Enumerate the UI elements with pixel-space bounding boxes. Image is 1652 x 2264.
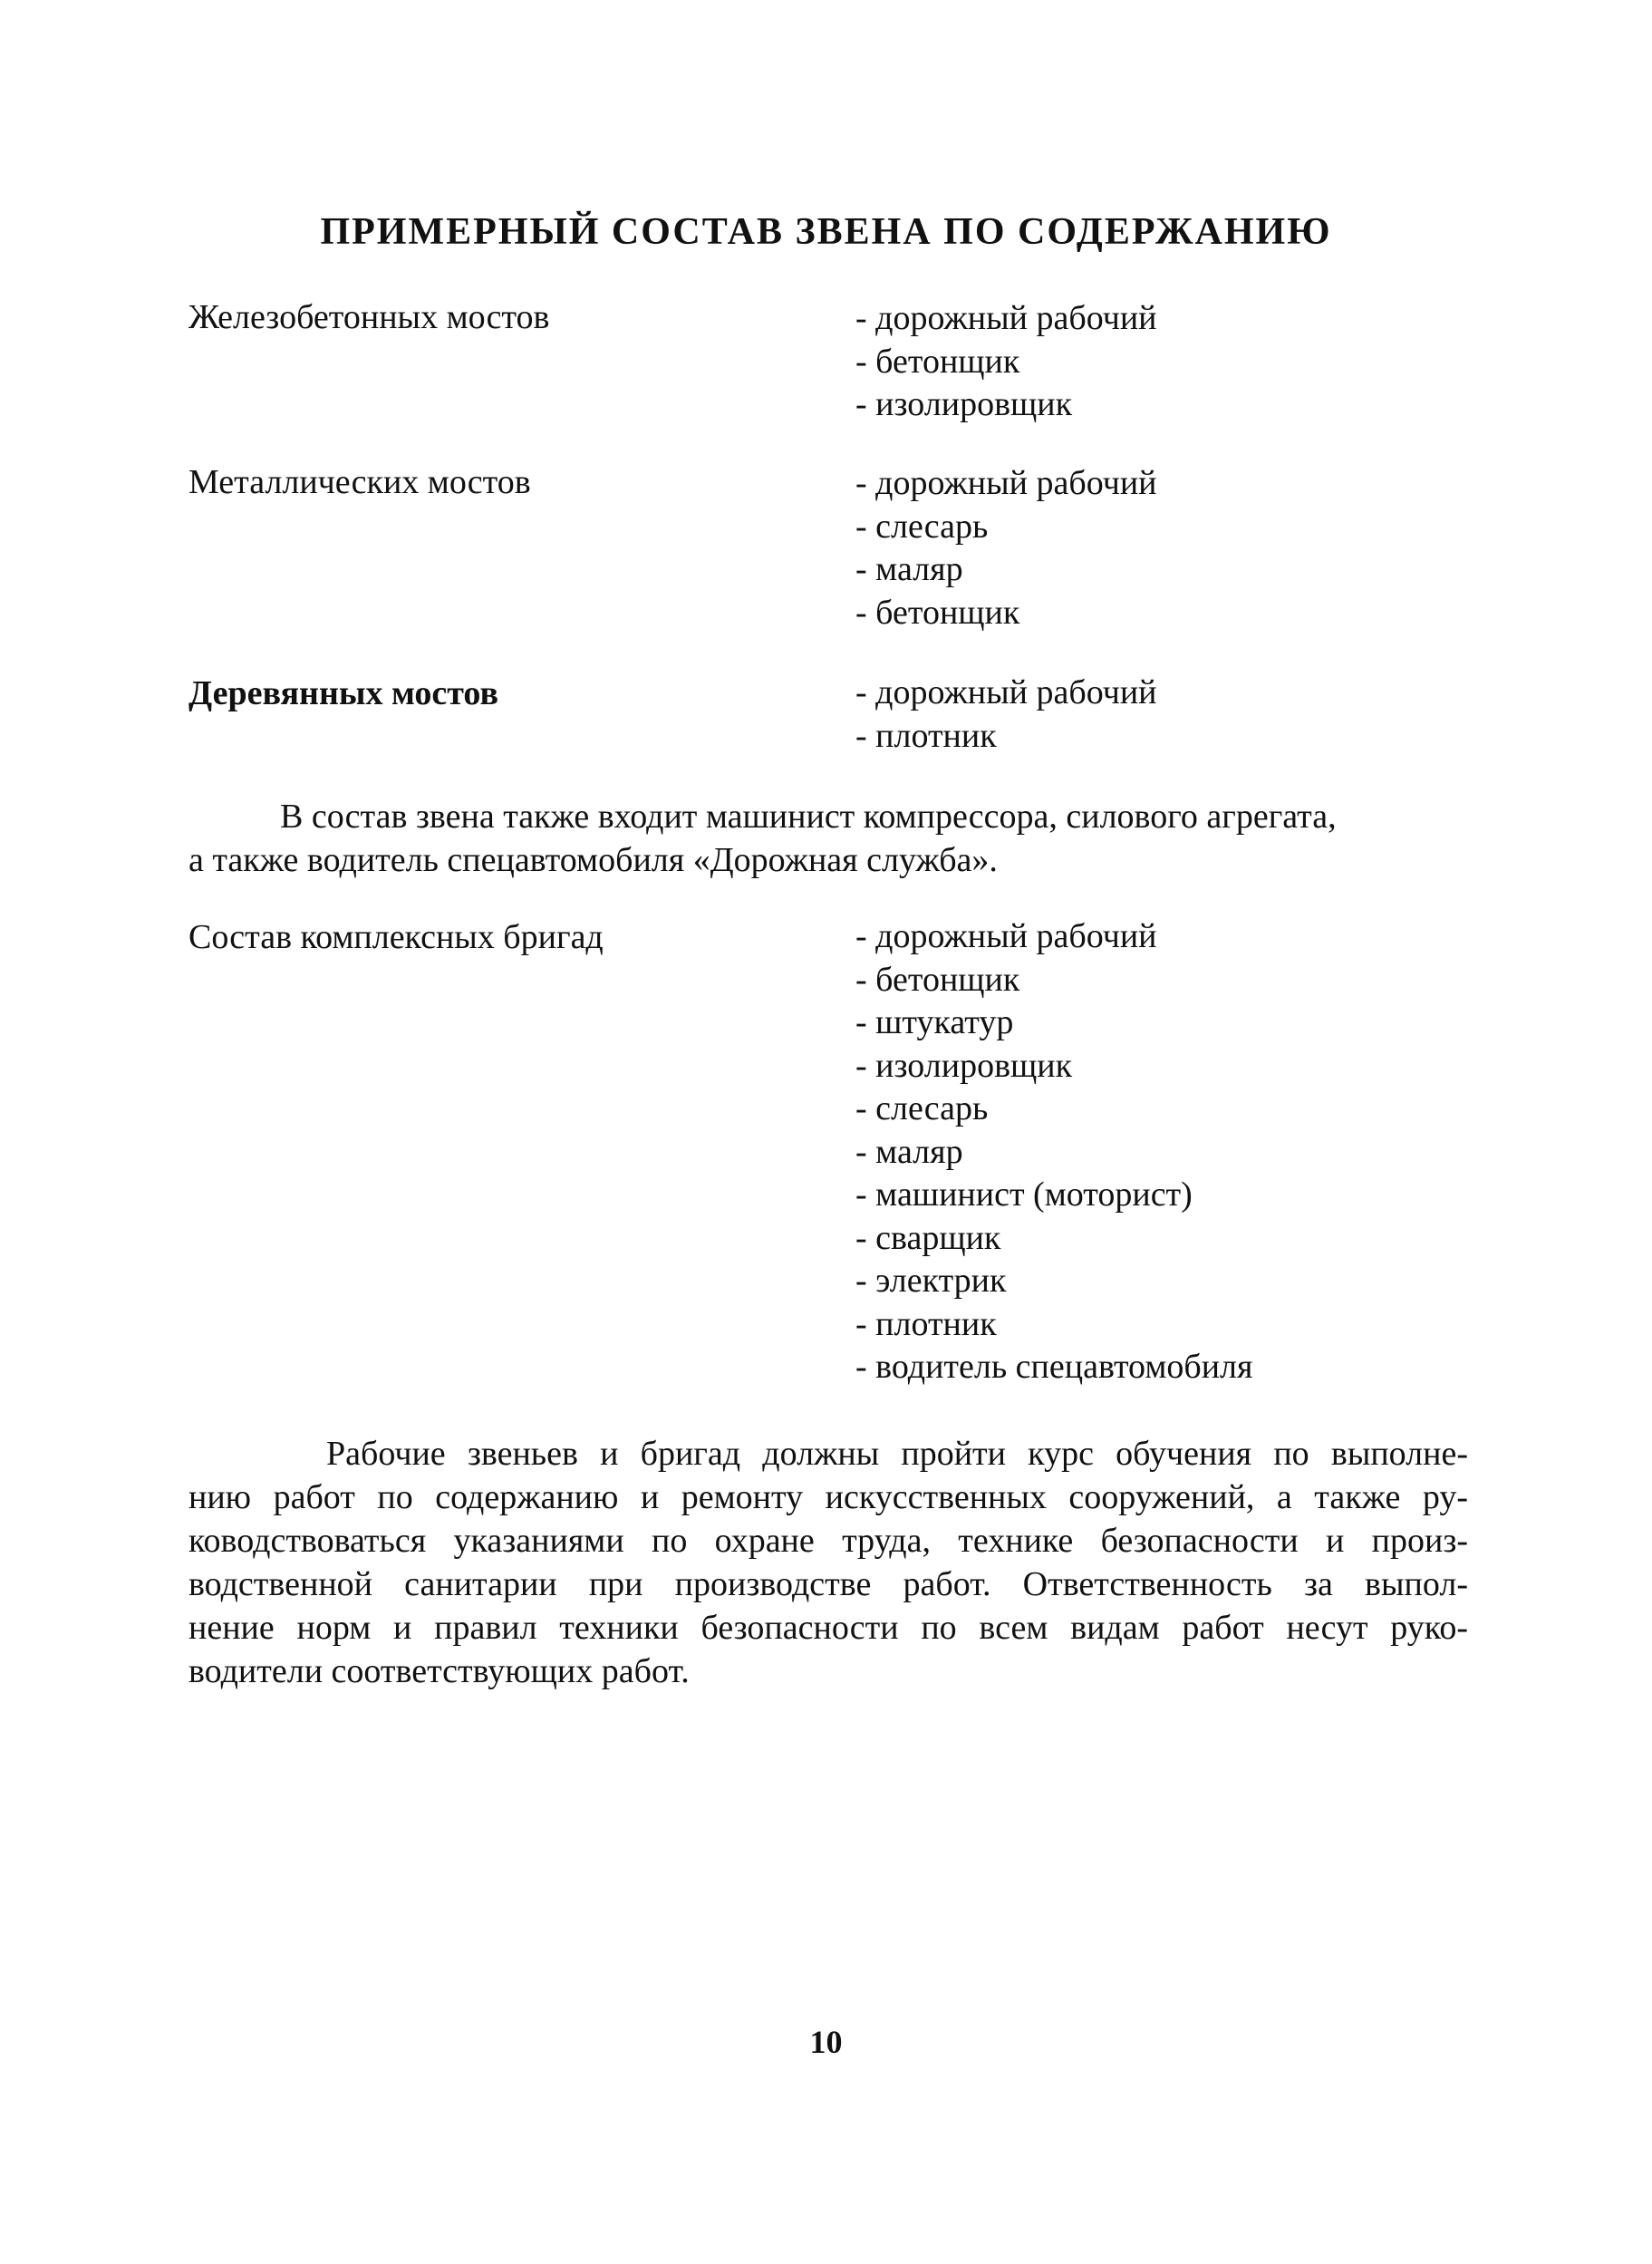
final-paragraph (188, 1432, 1468, 1693)
list-item: - бетонщик (855, 593, 1020, 632)
list-item: - дорожный рабочий (855, 917, 1157, 955)
final-line-5: нение норм и правил техники безопасности по всем видам работ несут руко- (188, 1609, 1468, 1647)
section-label-wooden: Деревянных мостов (188, 674, 498, 712)
list-item: - водитель спецавтомобиля (855, 1348, 1253, 1386)
note-line-1: В состав звена также входит машинист компрессора, силового агрегата, (280, 798, 1337, 836)
list-item: - дорожный рабочий (855, 673, 1157, 711)
brigade-list (855, 915, 1252, 1389)
brigade-label: Состав комплексных бригад (188, 918, 604, 956)
final-line-6: водители соответствующих работ. (188, 1652, 690, 1690)
list-item: - маляр (855, 550, 963, 588)
list-item: - дорожный рабочий (855, 299, 1157, 337)
list-item: - изолировщик (855, 385, 1073, 423)
list-item: - сварщик (855, 1218, 1001, 1257)
section-list-wooden (855, 672, 1157, 758)
page-number: 10 (809, 2024, 843, 2060)
final-line-1: Рабочие звеньев и бригад должны пройти курс обучения по выполне- (326, 1435, 1468, 1473)
list-item: - плотник (855, 1304, 997, 1343)
list-item: - изолировщик (855, 1046, 1073, 1085)
list-item: - маляр (855, 1132, 963, 1171)
list-item: - дорожный рабочий (855, 464, 1157, 502)
section-list-reinforced-concrete (855, 297, 1157, 427)
section-label-reinforced-concrete: Железобетонных мостов (188, 298, 550, 336)
list-item: - бетонщик (855, 960, 1020, 999)
final-line-3: ководствоваться указаниями по охране труда, технике безопасности и произ- (188, 1522, 1468, 1560)
list-item: - слесарь (855, 1089, 989, 1127)
section-label-metal: Металлических мостов (188, 463, 531, 501)
list-item: - слесарь (855, 507, 989, 546)
list-item: - электрик (855, 1262, 1007, 1300)
list-item: - бетонщик (855, 342, 1020, 381)
list-item: - плотник (855, 716, 997, 755)
final-line-4: водственной санитарии при производстве работ. Ответственность за выпол- (188, 1565, 1468, 1603)
final-line-2: нию работ по содержанию и ремонту искусственных сооружений, а также ру- (188, 1478, 1468, 1516)
section-list-metal (855, 462, 1157, 634)
list-item: - машинист (моторист) (855, 1176, 1193, 1214)
page-title: ПРИМЕРНЫЙ СОСТАВ ЗВЕНА ПО СОДЕРЖАНИЮ (320, 211, 1332, 253)
note-line-2: а также водитель спецавтомобиля «Дорожная служба». (188, 841, 998, 879)
list-item: - штукатур (855, 1003, 1014, 1041)
note-paragraph (188, 795, 1468, 882)
